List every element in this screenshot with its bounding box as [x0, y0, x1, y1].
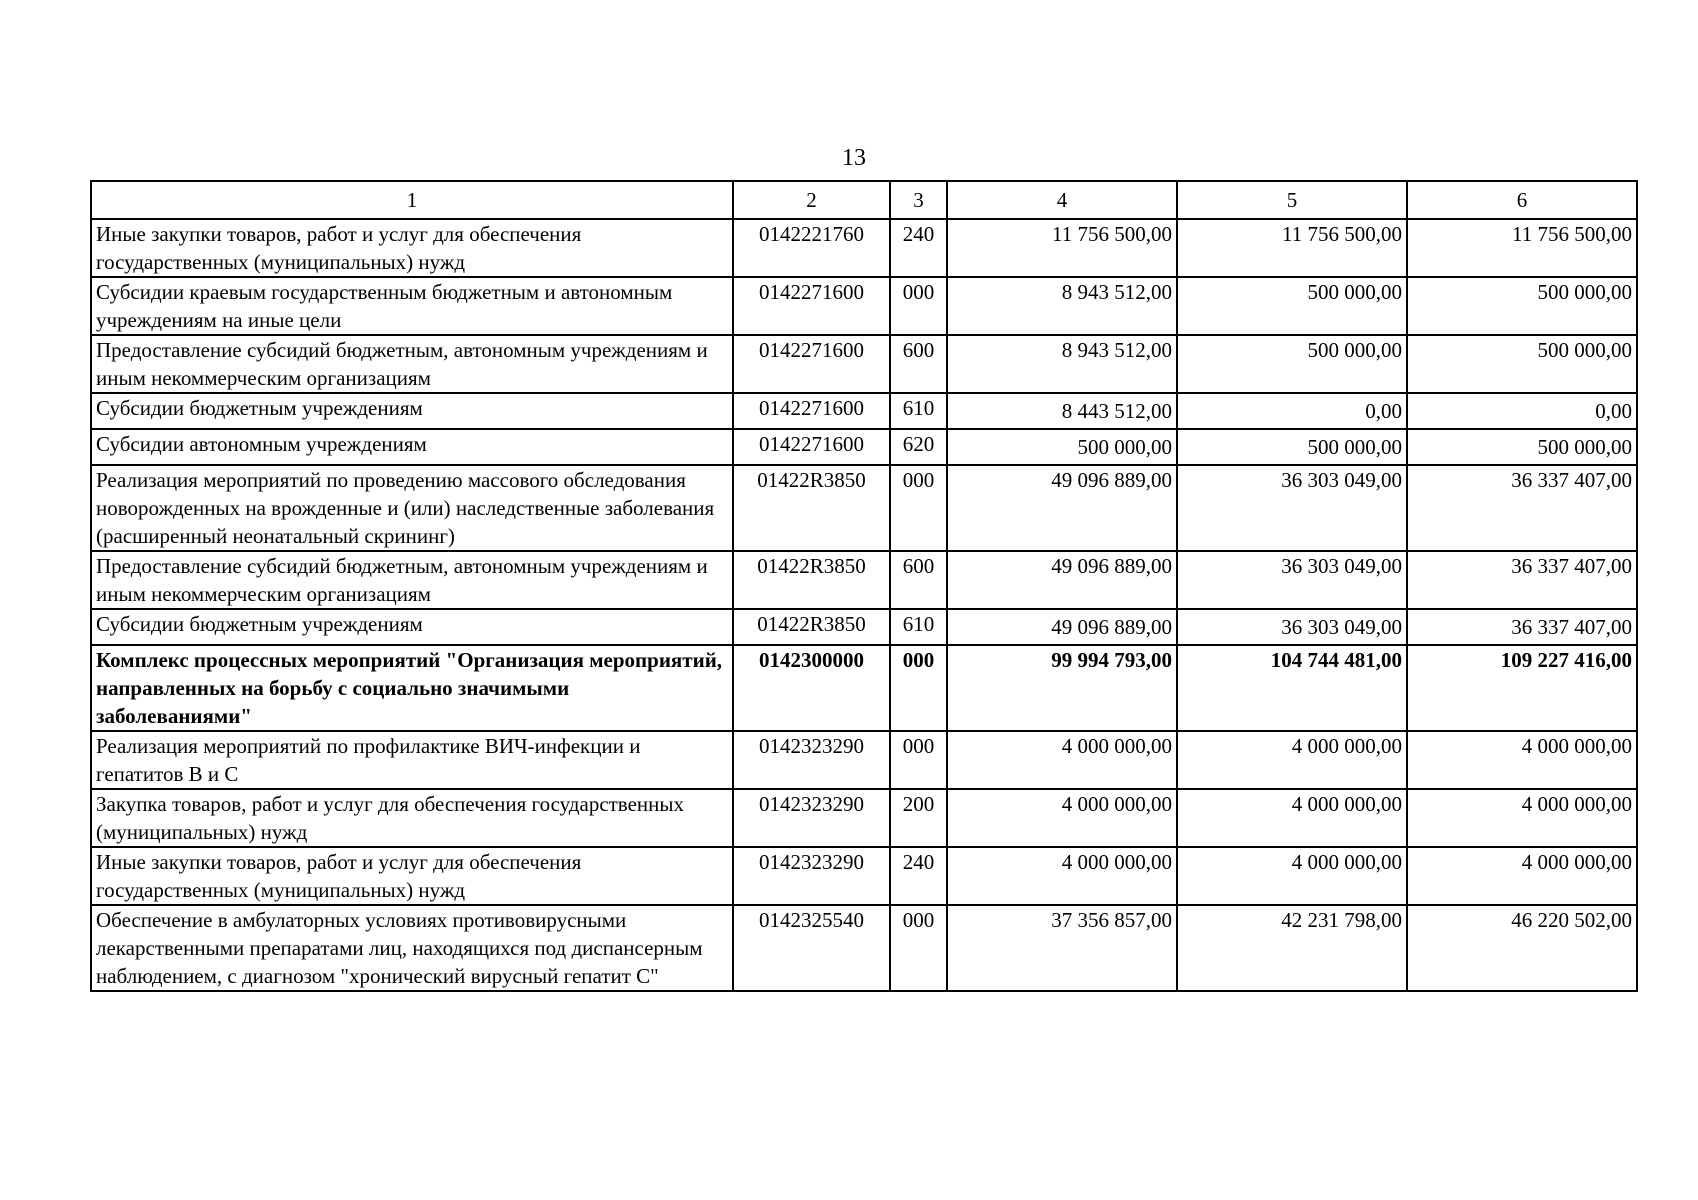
- table-row: [91, 219, 1637, 277]
- row-value-col6-cell: 36 337 407,00: [1407, 609, 1637, 645]
- row-code-cell: 0142271600: [733, 429, 890, 465]
- row-value-col6-cell: 4 000 000,00: [1407, 731, 1637, 789]
- row-value-col6-cell: 500 000,00: [1407, 429, 1637, 465]
- row-value-col4-cell: 49 096 889,00: [947, 465, 1177, 551]
- table-row: [91, 277, 1637, 335]
- page-number-text: 13: [842, 145, 866, 171]
- table-row: [91, 393, 1637, 429]
- row-value-col4-cell: 37 356 857,00: [947, 905, 1177, 991]
- row-value-col4-cell: 4 000 000,00: [947, 731, 1177, 789]
- table-row: [91, 731, 1637, 789]
- row-value-col6-cell: 0,00: [1407, 393, 1637, 429]
- row-value-col6-cell: 36 337 407,00: [1407, 465, 1637, 551]
- row-code-cell: 01422R3850: [733, 465, 890, 551]
- row-value-col5-cell: 36 303 049,00: [1177, 465, 1407, 551]
- row-code-cell: 01422R3850: [733, 609, 890, 645]
- row-kind-cell: 000: [890, 465, 947, 551]
- column-header-4: 4: [947, 181, 1177, 219]
- table-row: [91, 645, 1637, 731]
- column-header-1: 1: [91, 181, 733, 219]
- row-value-col5-cell: 36 303 049,00: [1177, 609, 1407, 645]
- row-value-col5-cell: 500 000,00: [1177, 429, 1407, 465]
- row-name-cell: Субсидии краевым государственным бюджетным и автономным учреждениям на иные цели: [91, 277, 733, 335]
- row-code-cell: 01422R3850: [733, 551, 890, 609]
- row-kind-cell: 610: [890, 609, 947, 645]
- row-value-col5-cell: 4 000 000,00: [1177, 731, 1407, 789]
- row-code-cell: 0142300000: [733, 645, 890, 731]
- row-value-col4-cell: 8 443 512,00: [947, 393, 1177, 429]
- row-value-col6-cell: 46 220 502,00: [1407, 905, 1637, 991]
- row-code-cell: 0142323290: [733, 789, 890, 847]
- table-row: [91, 465, 1637, 551]
- row-value-col4-cell: 4 000 000,00: [947, 789, 1177, 847]
- row-name-cell: Субсидии бюджетным учреждениям: [91, 393, 733, 429]
- row-value-col5-cell: 36 303 049,00: [1177, 551, 1407, 609]
- row-value-col4-cell: 49 096 889,00: [947, 609, 1177, 645]
- column-header-5: 5: [1177, 181, 1407, 219]
- row-kind-cell: 240: [890, 847, 947, 905]
- table-row: [91, 609, 1637, 645]
- row-value-col5-cell: 0,00: [1177, 393, 1407, 429]
- row-value-col6-cell: 500 000,00: [1407, 277, 1637, 335]
- row-kind-cell: 000: [890, 731, 947, 789]
- row-kind-cell: 620: [890, 429, 947, 465]
- row-value-col6-cell: 11 756 500,00: [1407, 219, 1637, 277]
- row-value-col6-cell: 4 000 000,00: [1407, 789, 1637, 847]
- column-header-3: 3: [890, 181, 947, 219]
- row-kind-cell: 610: [890, 393, 947, 429]
- table-row: [91, 551, 1637, 609]
- row-value-col4-cell: 500 000,00: [947, 429, 1177, 465]
- row-value-col5-cell: 104 744 481,00: [1177, 645, 1407, 731]
- column-header-6: 6: [1407, 181, 1637, 219]
- row-code-cell: 0142271600: [733, 335, 890, 393]
- row-kind-cell: 200: [890, 789, 947, 847]
- row-name-cell: Обеспечение в амбулаторных условиях противовирусными лекарственными препаратами лиц, находящихся под диспансерным наблюдением, с диагнозом "хронический вирусный гепатит С": [91, 905, 733, 991]
- row-name-cell: Реализация мероприятий по проведению массового обследования новорожденных на врожденные и (или) наследственные заболевания (расширенный неонатальный скрининг): [91, 465, 733, 551]
- row-value-col5-cell: 11 756 500,00: [1177, 219, 1407, 277]
- table-row: [91, 789, 1637, 847]
- table-header: [91, 181, 1637, 219]
- row-value-col6-cell: 500 000,00: [1407, 335, 1637, 393]
- row-value-col5-cell: 500 000,00: [1177, 335, 1407, 393]
- row-code-cell: 0142323290: [733, 731, 890, 789]
- row-name-cell: Реализация мероприятий по профилактике ВИЧ-инфекции и гепатитов В и С: [91, 731, 733, 789]
- row-value-col4-cell: 11 756 500,00: [947, 219, 1177, 277]
- column-header-2: 2: [733, 181, 890, 219]
- row-value-col5-cell: 4 000 000,00: [1177, 789, 1407, 847]
- row-code-cell: 0142221760: [733, 219, 890, 277]
- row-code-cell: 0142323290: [733, 847, 890, 905]
- budget-table: [90, 180, 1638, 992]
- row-code-cell: 0142271600: [733, 393, 890, 429]
- row-name-cell: Предоставление субсидий бюджетным, автономным учреждениям и иным некоммерческим организациям: [91, 551, 733, 609]
- row-name-cell: Иные закупки товаров, работ и услуг для обеспечения государственных (муниципальных) нужд: [91, 847, 733, 905]
- row-code-cell: 0142271600: [733, 277, 890, 335]
- row-value-col4-cell: 4 000 000,00: [947, 847, 1177, 905]
- table-row: [91, 847, 1637, 905]
- row-value-col6-cell: 109 227 416,00: [1407, 645, 1637, 731]
- row-value-col4-cell: 8 943 512,00: [947, 335, 1177, 393]
- row-kind-cell: 240: [890, 219, 947, 277]
- row-kind-cell: 000: [890, 645, 947, 731]
- row-code-cell: 0142325540: [733, 905, 890, 991]
- table-row: [91, 905, 1637, 991]
- row-name-cell: Закупка товаров, работ и услуг для обеспечения государственных (муниципальных) нужд: [91, 789, 733, 847]
- row-value-col4-cell: 49 096 889,00: [947, 551, 1177, 609]
- row-value-col6-cell: 36 337 407,00: [1407, 551, 1637, 609]
- header-row: [91, 181, 1637, 219]
- row-kind-cell: 000: [890, 905, 947, 991]
- row-value-col5-cell: 4 000 000,00: [1177, 847, 1407, 905]
- row-name-cell: Комплекс процессных мероприятий "Организация мероприятий, направленных на борьбу с социально значимыми заболеваниями": [91, 645, 733, 731]
- row-value-col4-cell: 99 994 793,00: [947, 645, 1177, 731]
- row-value-col5-cell: 500 000,00: [1177, 277, 1407, 335]
- row-kind-cell: 600: [890, 335, 947, 393]
- table-row: [91, 335, 1637, 393]
- page-number: [0, 146, 1698, 170]
- table-body: [91, 219, 1637, 991]
- row-kind-cell: 600: [890, 551, 947, 609]
- row-name-cell: Субсидии автономным учреждениям: [91, 429, 733, 465]
- row-value-col5-cell: 42 231 798,00: [1177, 905, 1407, 991]
- row-name-cell: Предоставление субсидий бюджетным, автономным учреждениям и иным некоммерческим организациям: [91, 335, 733, 393]
- row-kind-cell: 000: [890, 277, 947, 335]
- row-name-cell: Субсидии бюджетным учреждениям: [91, 609, 733, 645]
- table-row: [91, 429, 1637, 465]
- row-value-col6-cell: 4 000 000,00: [1407, 847, 1637, 905]
- row-value-col4-cell: 8 943 512,00: [947, 277, 1177, 335]
- row-name-cell: Иные закупки товаров, работ и услуг для обеспечения государственных (муниципальных) нужд: [91, 219, 733, 277]
